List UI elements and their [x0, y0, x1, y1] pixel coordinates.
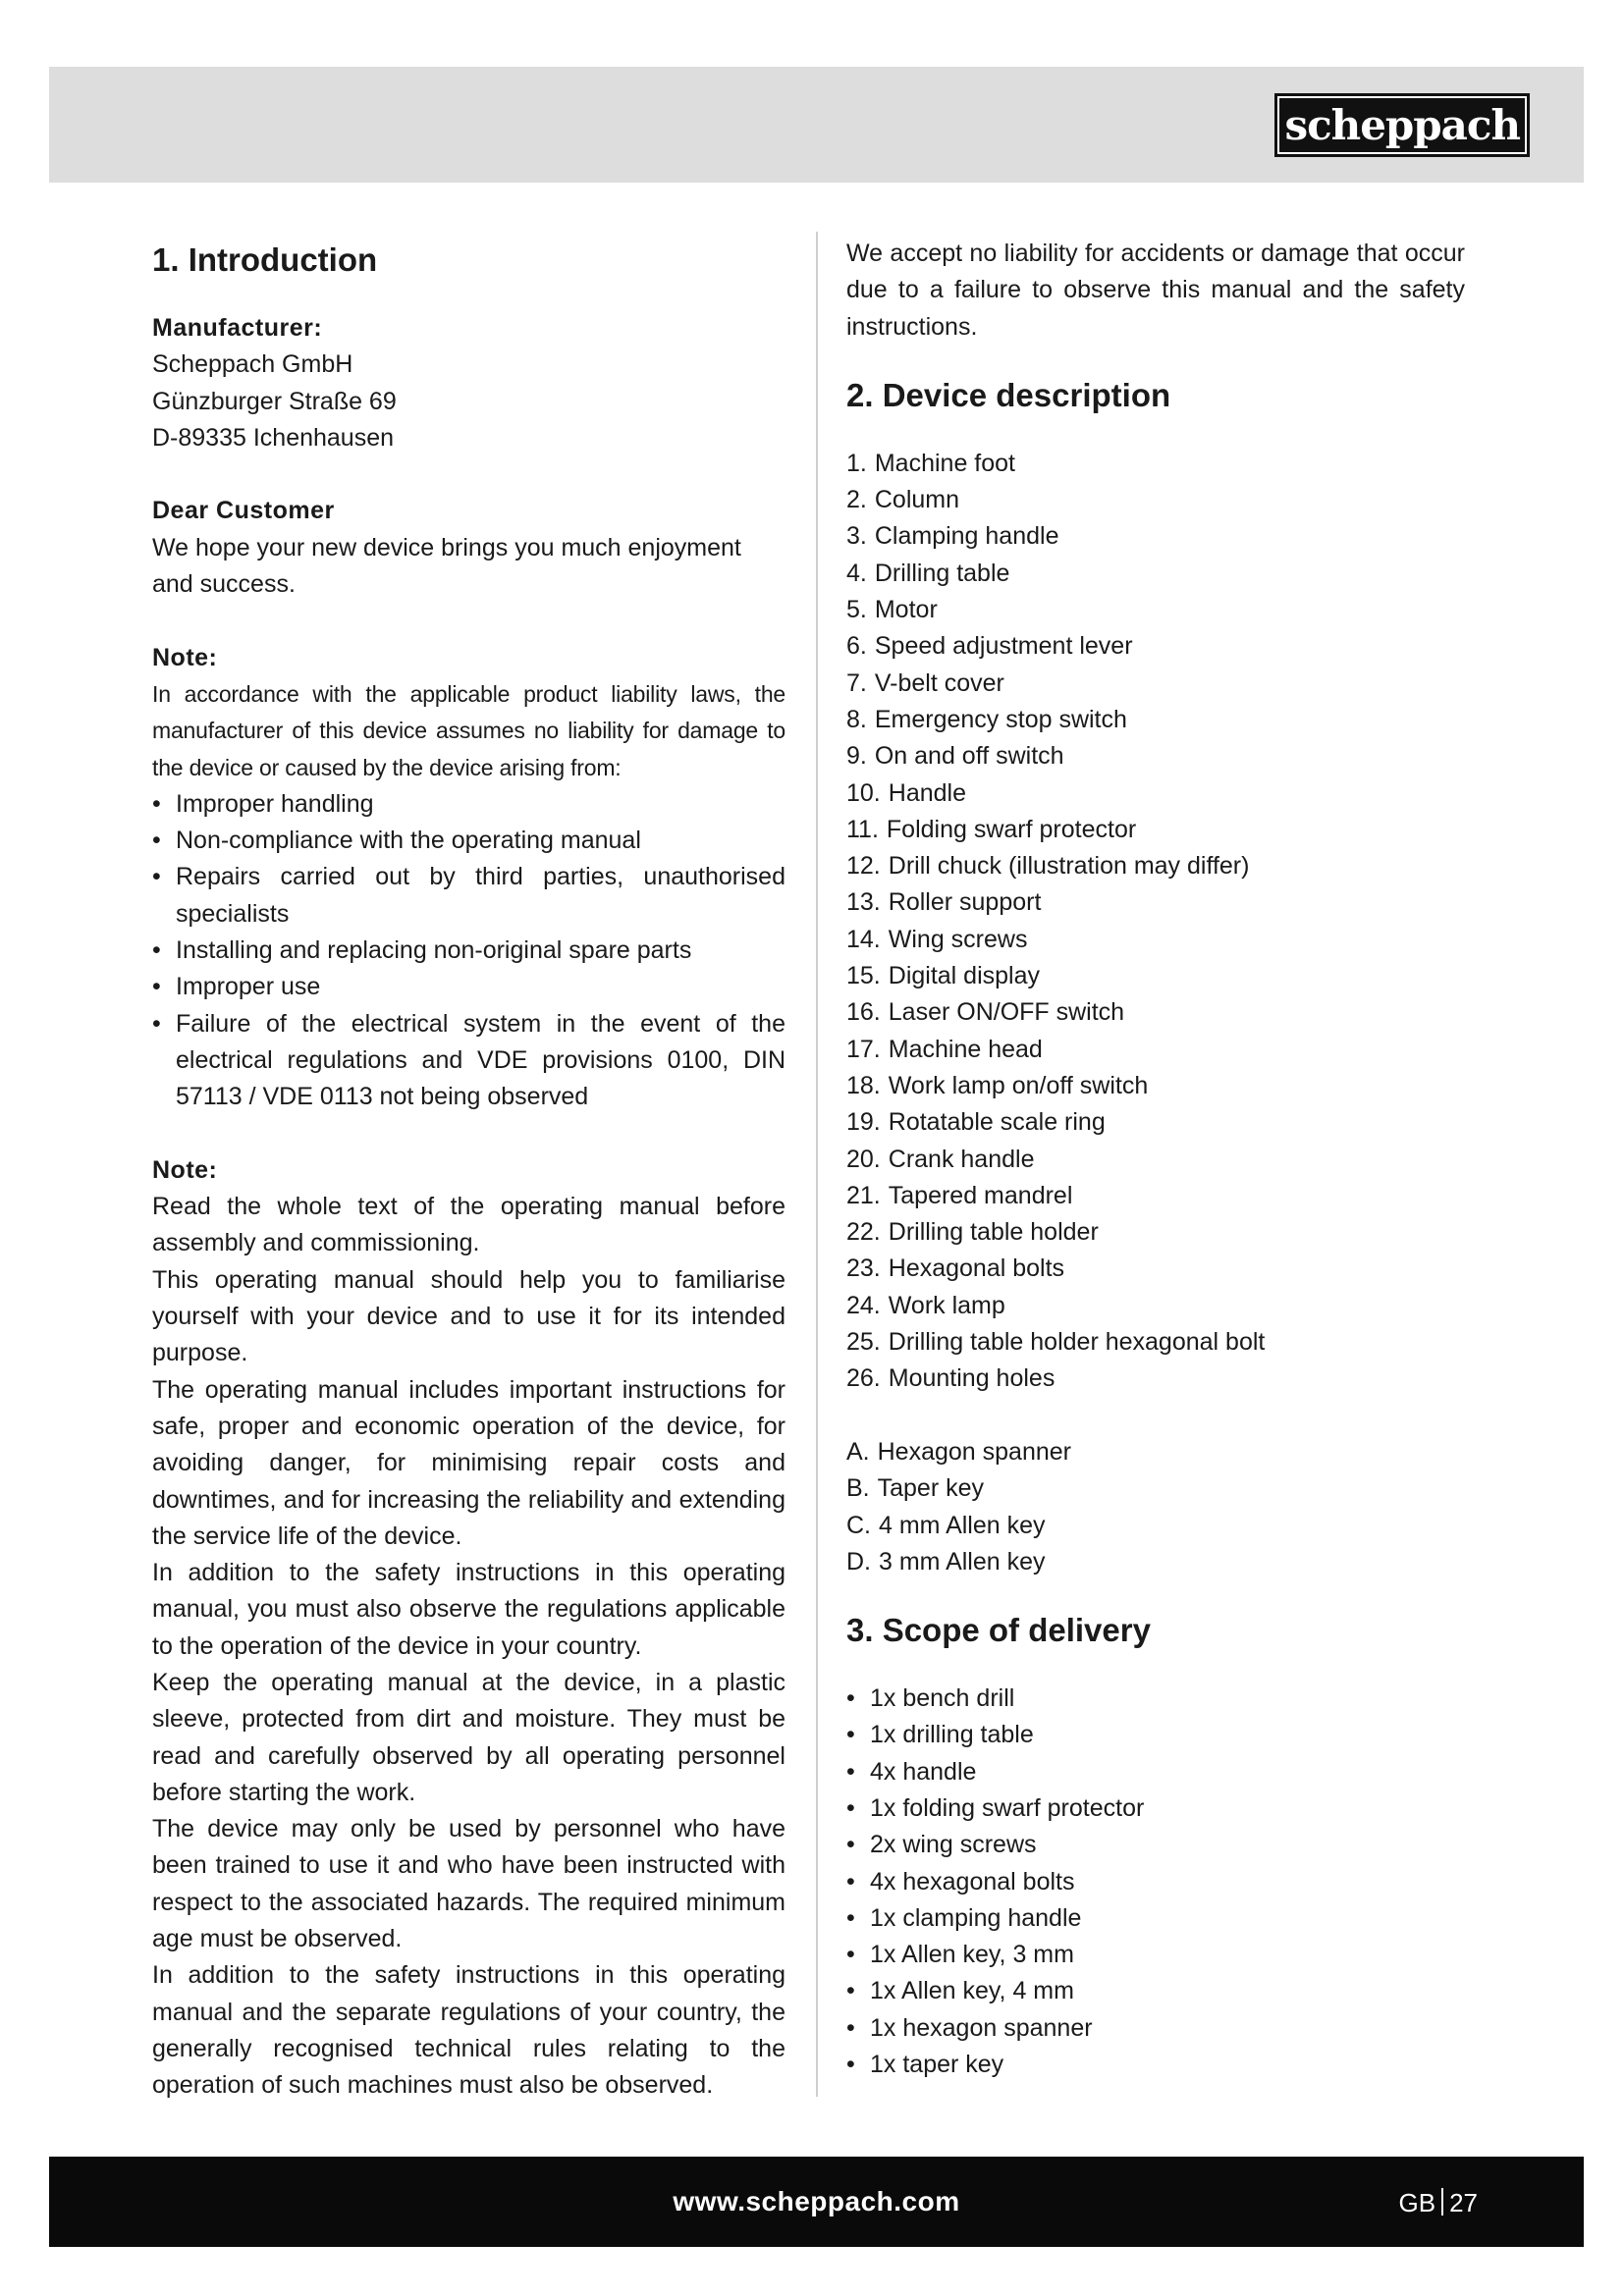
item-number: 13. — [846, 888, 881, 917]
customer-text: We hope your new device brings you much enjoyment and success. — [152, 533, 741, 599]
item-text: Drilling table holder — [888, 1218, 1099, 1247]
manual-paragraph: In addition to the safety instructions in this operating manual and the separate regulations of your country, the generally recognised technical rules relating to the operation of such machines must also be observed. — [152, 1961, 785, 2100]
manual-paragraph: In addition to the safety instructions in this operating manual, you must also observe the regulations applicable to the operation of the device in your country. — [152, 1559, 785, 1660]
item-text: V-belt cover — [874, 668, 1004, 697]
list-item — [846, 1508, 1465, 1544]
column-divider — [816, 232, 818, 2097]
manual-paragraph: The operating manual includes important instructions for safe, proper and economic operation of the device, for avoiding danger, for minimising repair costs and downtimes, and for increasing the reliability and extending the service life of the device. — [152, 1375, 785, 1550]
scope-of-delivery-heading: 3. Scope of delivery — [846, 1612, 1151, 1649]
list-item: • 4x hexagonal bolts — [846, 1864, 1465, 1900]
address-line: Scheppach GmbH — [152, 350, 353, 379]
right-column — [846, 236, 1465, 2083]
manual-paragraph: This operating manual should help you to familiarise yourself with your device and to use it for its intended purpose. — [152, 1265, 785, 1367]
item-number: 18. — [846, 1071, 881, 1099]
item-number: 20. — [846, 1145, 881, 1173]
list-item — [846, 775, 1465, 812]
address-line: D-89335 Ichenhausen — [152, 423, 395, 452]
item-number: 21. — [846, 1181, 881, 1209]
manufacturer-label: Manufacturer: — [152, 314, 323, 342]
item-number: 15. — [846, 962, 881, 990]
introduction-heading: 1. Introduction — [152, 241, 378, 278]
accessory-list — [846, 1434, 1465, 1580]
list-item — [846, 1214, 1465, 1251]
manufacturer-address — [152, 347, 785, 456]
item-text: Digital display — [888, 962, 1041, 990]
list-item — [846, 812, 1465, 848]
item-number: 9. — [846, 742, 867, 771]
item-text: Mounting holes — [888, 1364, 1056, 1393]
page-indicator — [1399, 2188, 1479, 2218]
list-item — [846, 1361, 1465, 1397]
item-number: 1. — [846, 449, 867, 477]
list-item — [846, 1104, 1465, 1141]
header-band — [49, 67, 1584, 183]
item-number: 14. — [846, 925, 881, 953]
list-item — [846, 628, 1465, 665]
scheppach-logo: scheppach — [1274, 93, 1530, 157]
website-link[interactable]: www.scheppach.com — [673, 2186, 960, 2216]
list-item: • 1x hexagon spanner — [846, 2010, 1465, 2047]
item-text: Folding swarf protector — [886, 815, 1137, 843]
liability-bullet-list — [152, 786, 785, 1116]
list-item: • 1x Allen key, 3 mm — [846, 1937, 1465, 1973]
item-number: D. — [846, 1547, 871, 1575]
item-number: 4. — [846, 559, 867, 587]
item-text: Drill chuck (illustration may differ) — [888, 852, 1250, 881]
item-text: Column — [874, 486, 960, 514]
list-item — [846, 994, 1465, 1031]
item-number: 22. — [846, 1218, 881, 1247]
list-item: • 1x bench drill — [846, 1681, 1465, 1717]
customer-label: Dear Customer — [152, 497, 335, 525]
list-item — [846, 1068, 1465, 1104]
item-text: Wing screws — [888, 925, 1028, 953]
item-number: C. — [846, 1511, 871, 1539]
item-number: 8. — [846, 705, 867, 733]
list-item — [846, 1032, 1465, 1068]
item-number: A. — [846, 1437, 870, 1466]
item-text: Roller support — [888, 888, 1042, 917]
item-text: Machine head — [888, 1035, 1043, 1063]
list-item — [846, 1178, 1465, 1214]
item-number: 10. — [846, 778, 881, 807]
item-text: Tapered mandrel — [888, 1181, 1073, 1209]
item-text: Motor — [874, 596, 938, 624]
item-text: Work lamp on/off switch — [888, 1071, 1149, 1099]
list-item: • Repairs carried out by third parties, unauthorised specialists — [152, 859, 785, 933]
list-item: • 1x clamping handle — [846, 1900, 1465, 1937]
item-text: On and off switch — [874, 742, 1064, 771]
list-item — [846, 702, 1465, 738]
device-description-heading: 2. Device description — [846, 376, 1171, 413]
left-column — [152, 236, 785, 2105]
manual-paragraph: The device may only be used by personnel who have been trained to use it and who have been instructed with respect to the associated hazards. The required minimum age must be observed. — [152, 1815, 785, 1953]
list-item — [846, 446, 1465, 482]
list-item: • 1x drilling table — [846, 1717, 1465, 1753]
item-text: Laser ON/OFF switch — [888, 998, 1125, 1027]
list-item: • Non-compliance with the operating manual — [152, 823, 785, 859]
item-number: 11. — [846, 815, 879, 843]
item-number: 23. — [846, 1255, 881, 1283]
language-code: GB — [1398, 2188, 1436, 2217]
list-item — [846, 1324, 1465, 1361]
list-item — [846, 922, 1465, 958]
item-number: 12. — [846, 852, 881, 881]
scope-of-delivery-list — [846, 1681, 1465, 2083]
item-number: B. — [846, 1474, 870, 1503]
item-number: 16. — [846, 998, 881, 1027]
list-item: • 1x Allen key, 4 mm — [846, 1973, 1465, 2009]
page-separator — [1441, 2188, 1443, 2216]
note-label: Note: — [152, 1155, 218, 1184]
list-item: • 2x wing screws — [846, 1827, 1465, 1863]
item-text: Hexagonal bolts — [888, 1255, 1065, 1283]
list-item — [846, 592, 1465, 628]
list-item — [846, 1142, 1465, 1178]
item-text: Crank handle — [888, 1145, 1035, 1173]
page-number: 27 — [1449, 2188, 1478, 2217]
list-item: • 1x taper key — [846, 2047, 1465, 2083]
item-text: Work lamp — [888, 1291, 1005, 1319]
item-text: Drilling table holder hexagonal bolt — [888, 1328, 1266, 1357]
list-item: • Improper handling — [152, 786, 785, 823]
list-item: • Improper use — [152, 969, 785, 1005]
item-text: Taper key — [877, 1474, 985, 1503]
item-number: 7. — [846, 668, 867, 697]
item-number: 2. — [846, 486, 867, 514]
item-text: Drilling table — [874, 559, 1010, 587]
item-text: Speed adjustment lever — [874, 632, 1133, 661]
item-number: 25. — [846, 1328, 881, 1357]
list-item — [846, 1288, 1465, 1324]
item-number: 17. — [846, 1035, 881, 1063]
list-item: • Failure of the electrical system in the event of the electrical regulations and VDE provisions 0100, DIN 57113 / VDE 0113 not being observed — [152, 1006, 785, 1116]
device-parts-list — [846, 446, 1465, 1398]
footer-band — [49, 2157, 1584, 2247]
item-number: 24. — [846, 1291, 881, 1319]
list-item — [846, 482, 1465, 518]
item-number: 5. — [846, 596, 867, 624]
item-text: Handle — [888, 778, 966, 807]
manual-paragraph: Keep the operating manual at the device, in a plastic sleeve, protected from dirt and moisture. They must be read and carefully observed by all operating personnel before starting the work. — [152, 1668, 785, 1806]
item-text: Hexagon spanner — [877, 1437, 1071, 1466]
list-item — [846, 848, 1465, 884]
list-item: • Installing and replacing non-original spare parts — [152, 933, 785, 969]
manual-paragraph: Read the whole text of the operating manual before assembly and commissioning. — [152, 1193, 785, 1257]
note-label: Note: — [152, 643, 218, 671]
item-text: Rotatable scale ring — [888, 1108, 1106, 1137]
list-item — [846, 958, 1465, 994]
list-item — [846, 556, 1465, 592]
list-item: • 4x handle — [846, 1754, 1465, 1790]
list-item — [846, 518, 1465, 555]
list-item — [846, 1470, 1465, 1507]
list-item — [846, 1251, 1465, 1287]
list-item — [846, 738, 1465, 774]
list-item — [846, 1544, 1465, 1580]
liability-note-text: In accordance with the applicable product liability laws, the manufacturer of this device assumes no liability for damage to the device or caused by the device arising from: — [152, 680, 785, 780]
item-number: 19. — [846, 1108, 881, 1137]
address-line: Günzburger Straße 69 — [152, 387, 397, 415]
item-text: Machine foot — [874, 449, 1015, 477]
item-number: 6. — [846, 632, 867, 661]
item-text: 3 mm Allen key — [879, 1547, 1046, 1575]
list-item — [846, 666, 1465, 702]
item-text: Emergency stop switch — [874, 705, 1127, 733]
list-item: • 1x folding swarf protector — [846, 1790, 1465, 1827]
liability-disclaimer: We accept no liability for accidents or damage that occur due to a failure to observe this manual and the safety instructions. — [846, 240, 1465, 341]
item-number: 26. — [846, 1364, 881, 1393]
list-item — [846, 1434, 1465, 1470]
list-item — [846, 884, 1465, 921]
item-text: Clamping handle — [874, 522, 1059, 551]
item-number: 3. — [846, 522, 867, 551]
item-text: 4 mm Allen key — [879, 1511, 1046, 1539]
